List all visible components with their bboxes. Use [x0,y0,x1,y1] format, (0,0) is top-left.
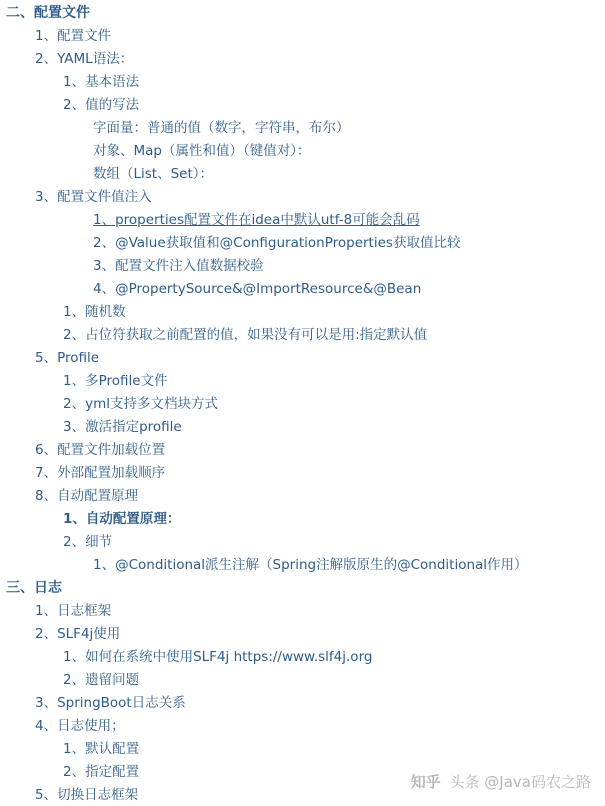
outline-item[interactable] [35,623,120,645]
watermark-author: 头条 @Java码农之路 [449,773,591,791]
outline-item-label[interactable]: 3、SpringBoot日志关系 [35,695,186,711]
outline-item[interactable] [35,25,111,47]
outline-item-label[interactable]: 1、自动配置原理： [63,511,181,527]
outline-item [93,163,213,185]
outline-item[interactable] [63,646,372,668]
outline-item-label[interactable]: 1、如何在系统中使用SLF4j https://www.slf4j.org [63,649,373,665]
outline-item[interactable] [63,393,218,415]
outline-item-label: 对象、Map（属性和值）（键值对）： [93,143,311,159]
section-heading [6,577,62,599]
section-heading [6,2,90,24]
outline-item-label[interactable]: 8、自动配置原理 [35,488,139,504]
watermark [411,771,591,792]
outline-item-label[interactable]: 1、properties配置文件在idea中默认utf-8可能会乱码 [93,212,420,228]
outline-item-label: 数组（List、Set）： [93,166,214,182]
outline-item[interactable] [35,784,138,806]
outline-item-label[interactable]: 1、日志框架 [35,603,112,619]
outline-item[interactable] [93,255,264,277]
outline-item[interactable] [63,94,139,116]
outline-item[interactable] [35,48,133,70]
outline-item[interactable] [35,347,99,369]
outline-item[interactable] [63,370,168,392]
outline-item-label[interactable]: 1、随机数 [63,304,126,320]
outline-item[interactable] [93,278,421,300]
outline-item [93,117,350,139]
outline-item-label[interactable]: 1、基本语法 [63,74,140,90]
outline-item-label[interactable]: 2、SLF4j使用 [35,626,121,642]
outline-item-label[interactable]: 2、YAML语法： [35,51,134,67]
outline-item[interactable] [35,485,138,507]
outline-item[interactable] [93,209,420,231]
outline-item-label[interactable]: 2、细节 [63,534,113,550]
outline-item-label[interactable]: 3、配置文件值注入 [35,189,152,205]
outline-item [93,140,311,162]
outline-item[interactable] [63,738,139,760]
outline-item-label: 字面量：普通的值（数字，字符串，布尔） [93,120,350,136]
outline-item-label[interactable]: 3、激活指定profile [63,419,182,435]
outline-item[interactable] [63,531,112,553]
outline-item[interactable] [63,416,182,438]
outline-item-label[interactable]: 2、@Value获取值和@ConfigurationProperties获取值比较 [93,235,461,251]
outline-item-label[interactable]: 1、多Profile文件 [63,373,168,389]
outline-item-label[interactable]: 2、yml支持多文档块方式 [63,396,218,412]
section-heading-text: 二、配置文件 [6,5,90,21]
outline-item-label[interactable]: 5、Profile [35,350,100,366]
outline-item-label[interactable]: 2、占位符获取之前配置的值，如果没有可以是用:指定默认值 [63,327,428,343]
outline-item-label[interactable]: 1、配置文件 [35,28,112,44]
outline-item-label[interactable]: 1、默认配置 [63,741,140,757]
outline-item-label[interactable]: 2、遗留问题 [63,672,140,688]
outline-item[interactable] [35,186,152,208]
section-heading-text: 三、日志 [6,580,62,596]
outline-item[interactable] [63,71,139,93]
outline-item-label[interactable]: 5、切换日志框架 [35,787,139,803]
outline-item[interactable] [63,508,180,530]
outline-item-label[interactable]: 4、日志使用； [35,718,125,734]
outline-item-label[interactable]: 2、值的写法 [63,97,140,113]
outline-item[interactable] [63,669,139,691]
outline-item[interactable] [35,715,125,737]
outline-item[interactable] [63,324,427,346]
outline-item[interactable] [93,554,528,576]
outline-item[interactable] [35,692,186,714]
outline-item[interactable] [35,439,165,461]
outline-item[interactable] [63,761,139,783]
outline-item-label[interactable]: 7、外部配置加载顺序 [35,465,166,481]
outline-item[interactable] [35,600,111,622]
outline-item[interactable] [63,301,126,323]
outline-item-label[interactable]: 4、@PropertySource&@ImportResource&@Bean [93,281,422,297]
outline-item-label[interactable]: 3、配置文件注入值数据校验 [93,258,264,274]
watermark-zhihu: 知乎 [410,773,441,791]
outline-item-label[interactable]: 2、指定配置 [63,764,140,780]
outline-item-label[interactable]: 1、@Conditional派生注解（Spring注解版原生的@Conditional作用） [93,557,528,573]
outline-item[interactable] [35,462,165,484]
outline-item-label[interactable]: 6、配置文件加载位置 [35,442,166,458]
outline-item[interactable] [93,232,460,254]
